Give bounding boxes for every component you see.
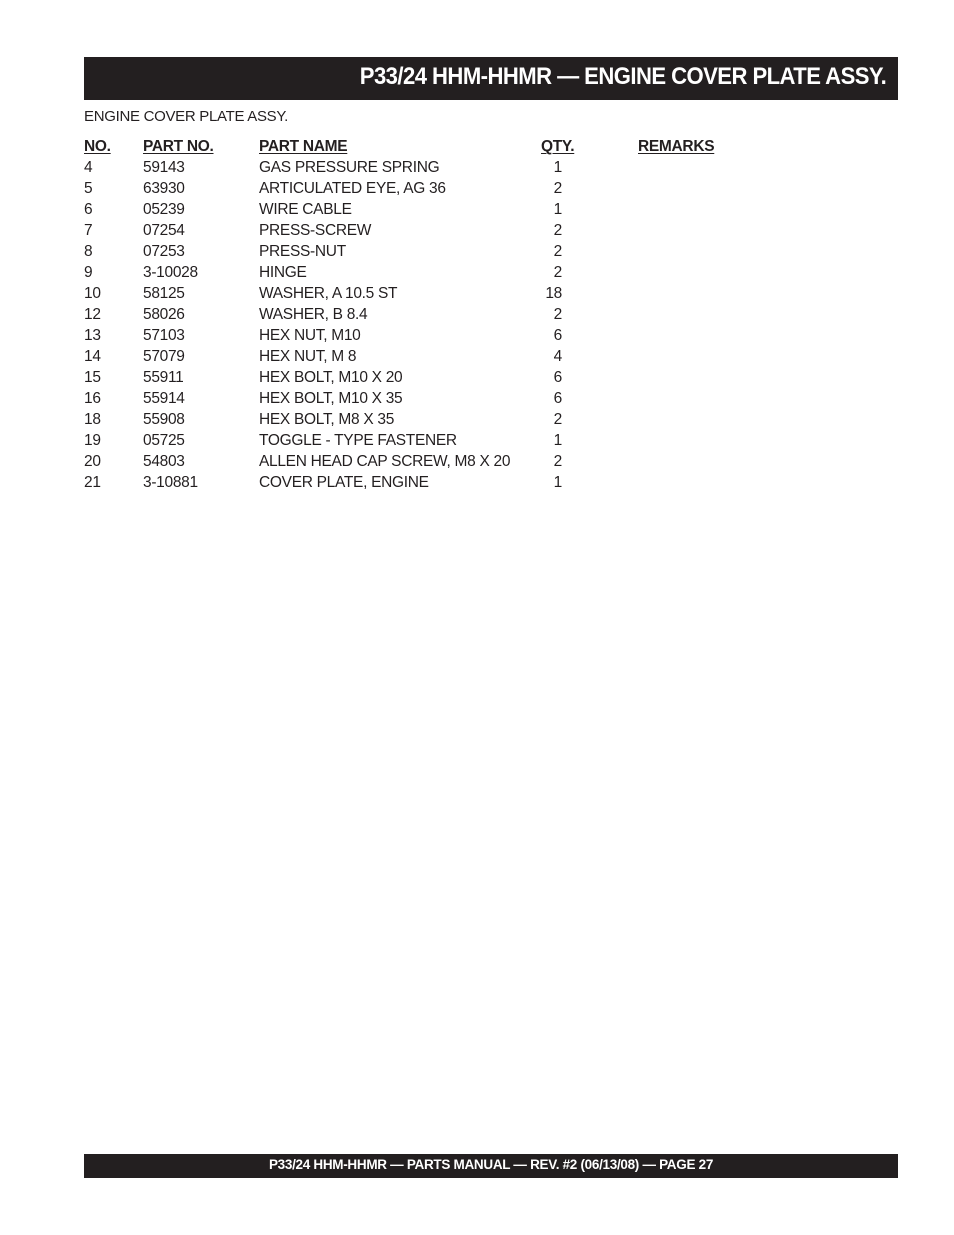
cell-no: 20 <box>84 453 101 470</box>
cell-qty: 6 <box>553 369 562 386</box>
page-title-bar <box>84 57 898 100</box>
cell-part-no: 58026 <box>143 306 185 323</box>
cell-part-no: 05239 <box>143 201 185 218</box>
cell-part-name: ALLEN HEAD CAP SCREW, M8 X 20 <box>259 453 511 470</box>
cell-part-no: 57079 <box>143 348 185 365</box>
cell-no: 16 <box>84 390 101 407</box>
cell-no: 8 <box>84 243 93 260</box>
cell-qty: 1 <box>553 432 562 449</box>
cell-qty: 2 <box>553 411 562 428</box>
cell-no: 13 <box>84 327 101 344</box>
cell-qty: 4 <box>553 348 562 365</box>
cell-no: 7 <box>84 222 93 239</box>
page-footer-bar <box>84 1154 898 1178</box>
table-row <box>84 430 784 451</box>
table-row <box>84 325 784 346</box>
cell-part-name: HEX BOLT, M8 X 35 <box>259 411 395 428</box>
cell-no: 4 <box>84 159 93 176</box>
page-title: P33/24 HHM-HHMR — ENGINE COVER PLATE ASSY. <box>359 63 886 90</box>
cell-part-name: HEX BOLT, M10 X 35 <box>259 390 403 407</box>
cell-qty: 2 <box>553 222 562 239</box>
cell-part-name: WASHER, B 8.4 <box>259 306 368 323</box>
table-header-row <box>84 136 784 157</box>
cell-part-name: WIRE CABLE <box>259 201 352 218</box>
cell-part-name: TOGGLE - TYPE FASTENER <box>259 432 457 449</box>
cell-qty: 2 <box>553 264 562 281</box>
cell-part-name: COVER PLATE, ENGINE <box>259 474 429 491</box>
cell-part-name: HEX NUT, M10 <box>259 327 361 344</box>
cell-qty: 6 <box>553 390 562 407</box>
cell-part-no: 55914 <box>143 390 185 407</box>
cell-part-no: 3-10028 <box>143 264 198 281</box>
cell-no: 6 <box>84 201 93 218</box>
cell-part-no: 55908 <box>143 411 185 428</box>
cell-part-name: PRESS-SCREW <box>259 222 372 239</box>
cell-qty: 2 <box>553 180 562 197</box>
cell-part-name: ARTICULATED EYE, AG 36 <box>259 180 446 197</box>
cell-part-no: 05725 <box>143 432 185 449</box>
cell-qty: 6 <box>553 327 562 344</box>
cell-no: 15 <box>84 369 101 386</box>
table-row <box>84 346 784 367</box>
cell-no: 9 <box>84 264 93 281</box>
cell-part-no: 58125 <box>143 285 185 302</box>
table-row <box>84 241 784 262</box>
table-row <box>84 451 784 472</box>
cell-part-no: 54803 <box>143 453 185 470</box>
cell-part-no: 07253 <box>143 243 185 260</box>
cell-qty: 2 <box>553 243 562 260</box>
table-row <box>84 157 784 178</box>
cell-part-name: HEX BOLT, M10 X 20 <box>259 369 403 386</box>
cell-part-no: 3-10881 <box>143 474 198 491</box>
cell-part-no: 59143 <box>143 159 185 176</box>
cell-no: 18 <box>84 411 101 428</box>
cell-part-no: 55911 <box>143 369 184 386</box>
table-row <box>84 409 784 430</box>
column-header-part-no: PART NO. <box>143 138 214 155</box>
column-header-remarks: REMARKS <box>638 138 715 155</box>
column-header-qty: QTY. <box>541 138 575 155</box>
table-row <box>84 199 784 220</box>
table-body <box>84 157 784 493</box>
table-row <box>84 178 784 199</box>
section-caption: ENGINE COVER PLATE ASSY. <box>84 108 288 125</box>
cell-no: 14 <box>84 348 101 365</box>
cell-qty: 1 <box>553 474 562 491</box>
cell-no: 19 <box>84 432 101 449</box>
cell-qty: 2 <box>553 453 562 470</box>
column-header-no: NO. <box>84 138 111 155</box>
cell-no: 12 <box>84 306 101 323</box>
cell-qty: 1 <box>553 201 562 218</box>
page-footer: P33/24 HHM-HHMR — PARTS MANUAL — REV. #2 (06/13/08) — PAGE 27 <box>268 1157 714 1172</box>
cell-qty: 18 <box>545 285 562 302</box>
cell-part-name: HINGE <box>259 264 307 281</box>
cell-qty: 2 <box>553 306 562 323</box>
parts-list-table <box>84 136 784 493</box>
cell-part-name: WASHER, A 10.5 ST <box>259 285 398 302</box>
table-row <box>84 388 784 409</box>
cell-part-name: GAS PRESSURE SPRING <box>259 159 440 176</box>
table-row <box>84 262 784 283</box>
cell-no: 5 <box>84 180 93 197</box>
column-header-part-name: PART NAME <box>259 138 348 155</box>
cell-qty: 1 <box>553 159 562 176</box>
cell-part-name: PRESS-NUT <box>259 243 346 260</box>
table-row <box>84 220 784 241</box>
cell-part-name: HEX NUT, M 8 <box>259 348 357 365</box>
cell-part-no: 07254 <box>143 222 185 239</box>
table-row <box>84 472 784 493</box>
cell-part-no: 57103 <box>143 327 185 344</box>
table-row <box>84 304 784 325</box>
cell-part-no: 63930 <box>143 180 185 197</box>
table-row <box>84 367 784 388</box>
cell-no: 21 <box>84 474 101 491</box>
cell-no: 10 <box>84 285 101 302</box>
table-row <box>84 283 784 304</box>
